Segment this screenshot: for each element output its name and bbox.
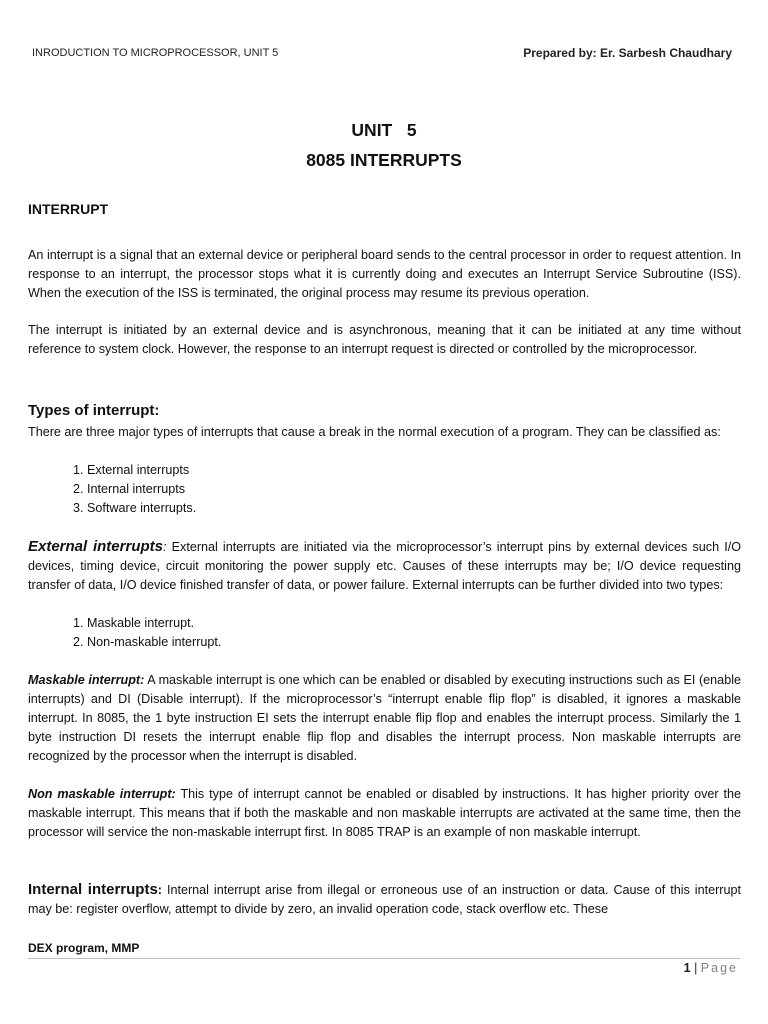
page-number: 1 (683, 961, 691, 975)
section-heading-interrupt: INTERRUPT (28, 201, 109, 217)
external-types-list (73, 614, 221, 652)
list-item: 2. Internal interrupts (73, 481, 186, 496)
paragraph-external-interrupts (28, 538, 741, 595)
page-separator: | (690, 961, 701, 975)
list-item: 1. External interrupts (73, 463, 190, 477)
nonmaskable-text: This type of interrupt cannot be enabled or disabled by instructions. It has higher priority over the maskable interrupt. This means that if both the maskable and non maskable interrupts are activated at the same time, then the processor will service the non-maskable interrupt first. In 8085 TRAP is an example of non maskable interrupt. (28, 787, 742, 839)
internal-text: Internal interrupt arise from illegal or erroneous use of an instruction or data. Cause of this interrupt may be: register overflow, attempt to divide by zero, an invalid operation code, stack overflow etc. These (28, 883, 741, 916)
paragraph-types-intro: There are three major types of interrupts that cause a break in the normal execution of a program. They can be classified as: (28, 425, 721, 439)
section-heading-types: Types of interrupt: (28, 402, 160, 419)
footer-page-number (684, 961, 738, 975)
unit-title: UNIT 5 (351, 120, 417, 140)
paragraph-nonmaskable-interrupt (28, 785, 741, 842)
paragraph-interrupt-async: The interrupt is initiated by an external device and is asynchronous, meaning that it can be initiated at any time without reference to system clock. However, the response to an interrupt request is directed or controlled by the microprocessor. (28, 323, 741, 356)
nonmaskable-lead: Non maskable interrupt: (28, 787, 176, 801)
footer-divider (28, 958, 740, 959)
header-course-title: INRODUCTION TO MICROPROCESSOR, UNIT 5 (32, 47, 279, 59)
maskable-text: A maskable interrupt is one which can be enabled or disabled by executing instructions such as EI (enable interrupts) and DI (Disable interrupt). If the microprocessor’s “interrupt enable flip flop” is disabled, it ignores a maskable interrupt. In 8085, the 1 byte instruction EI sets the interrupt enable flip flop and enables the interrupt process. Similarly the 1 byte instruction DI resets the interrupt enable flip flop and disables the interrupt process. Non maskable interrupts are recognized by the processor when the interrupt is disabled. (28, 673, 741, 763)
external-lead: External interrupts (28, 538, 163, 555)
internal-lead-colon: : (157, 883, 162, 897)
paragraph-internal-interrupts (28, 881, 741, 919)
paragraph-maskable-interrupt (28, 671, 741, 766)
external-lead-colon: : (163, 540, 167, 554)
internal-lead: Internal interrupts (28, 881, 158, 898)
header-author: Prepared by: Er. Sarbesh Chaudhary (523, 46, 732, 60)
page-word: Page (700, 961, 738, 975)
external-text: External interrupts are initiated via the microprocessor’s interrupt pins by external devices such I/O devices, timing device, circuit monitoring the power supply etc. Causes of these interrupts may be; I/O device requesting transfer of data, I/O device finished transfer of data, or power failure. External interrupts can be further divided into two types: (28, 540, 741, 592)
footer-program: DEX program, MMP (28, 941, 140, 955)
maskable-lead: Maskable interrupt: (28, 673, 145, 687)
paragraph-interrupt-definition: An interrupt is a signal that an external device or peripheral board sends to the central processor in order to request attention. In response to an interrupt, the processor stops what it is currently doing and executes an Interrupt Service Subroutine (ISS). When the execution of the ISS is terminated, the original process may resume its previous operation. (28, 248, 741, 300)
chapter-title: 8085 INTERRUPTS (306, 150, 462, 170)
list-item: 1. Maskable interrupt. (73, 616, 195, 630)
types-list (73, 461, 196, 518)
list-item: 2. Non-maskable interrupt. (73, 634, 222, 649)
list-item: 3. Software interrupts. (73, 500, 197, 515)
